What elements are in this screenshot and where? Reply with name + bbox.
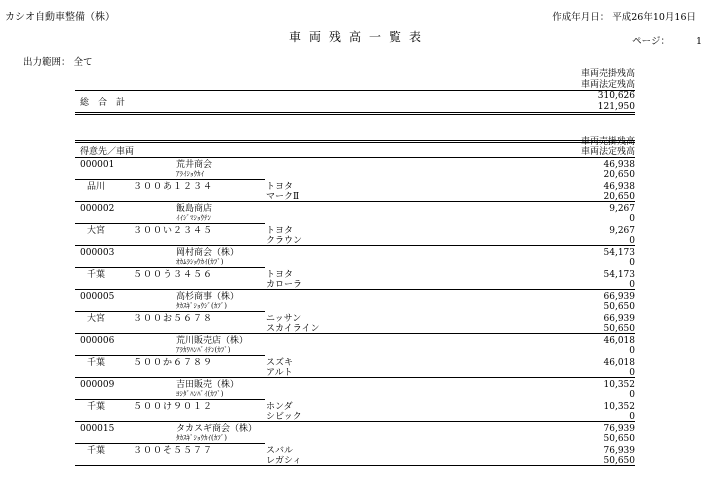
balance-receivable: 66,939 — [603, 314, 635, 324]
vehicle-row — [75, 356, 635, 378]
balance-statutory: 0 — [629, 258, 635, 268]
vehicle-plate: ５００け９０１２ — [133, 402, 214, 412]
balance-receivable: 76,939 — [603, 446, 635, 456]
summary-col-header-2: 車両法定残高 — [580, 80, 635, 90]
vehicle-maker: トヨタ — [266, 270, 294, 280]
created-value: 平成26年10月16日 — [612, 12, 696, 23]
balance-statutory: 50,650 — [603, 324, 635, 334]
customer-kana: ｲｲｼﾞﾏｼｮｳﾃﾝ — [176, 214, 211, 222]
customer-name: 飯島商店 — [176, 204, 213, 214]
balance-receivable: 76,939 — [603, 424, 635, 434]
vehicle-model: スカイライン — [266, 324, 320, 334]
summary-total-label: 総 合 計 — [80, 98, 126, 108]
vehicle-row — [75, 400, 635, 422]
customer-row — [75, 202, 635, 224]
vehicle-maker: スズキ — [266, 358, 294, 368]
balance-receivable: 10,352 — [603, 402, 635, 412]
customer-kana: ｱﾗｲｼｮｳｶｲ — [176, 170, 204, 178]
customer-kana: ﾀｶｽｷﾞｼｮｳｶｲ(ｶﾌﾞ) — [176, 434, 227, 442]
customer-kana: ﾖｼﾀﾞﾊﾝﾊﾞｲ(ｶﾌﾞ) — [176, 390, 224, 398]
vehicle-model: アルト — [266, 368, 293, 378]
page-number-value: 1 — [695, 36, 702, 47]
vehicle-model: カローラ — [266, 280, 303, 290]
customer-code: 000015 — [80, 424, 115, 434]
vehicle-row — [75, 312, 635, 334]
vehicle-maker: ホンダ — [266, 402, 293, 412]
listing-col-header-2: 車両法定残高 — [580, 147, 635, 157]
listing-header-label: 得意先／車両 — [80, 147, 135, 157]
vehicle-region: 大宮 — [87, 226, 106, 236]
company-name: カシオ自動車整備（株） — [5, 12, 115, 23]
customer-row — [75, 422, 635, 444]
customer-code: 000006 — [80, 336, 115, 346]
created-label: 作成年月日： — [552, 12, 610, 23]
vehicle-row — [75, 180, 635, 202]
customer-row — [75, 378, 635, 400]
customer-name: 岡村商会（株） — [176, 248, 240, 258]
customer-code: 000009 — [80, 380, 115, 390]
balance-statutory: 0 — [629, 280, 635, 290]
customer-name: 吉田販売（株） — [176, 380, 240, 390]
balance-statutory: 0 — [629, 390, 635, 400]
created-date — [552, 13, 696, 23]
vehicle-region: 千葉 — [87, 270, 106, 280]
summary-col-header-1: 車両売掛残高 — [580, 69, 635, 79]
vehicle-row — [75, 224, 635, 246]
balance-statutory: 0 — [629, 236, 635, 246]
vehicle-maker: トヨタ — [266, 182, 294, 192]
balance-statutory: 0 — [629, 214, 635, 224]
customer-code: 000002 — [80, 204, 115, 214]
vehicle-plate: ５００か６７８９ — [133, 358, 214, 368]
customer-name: 荒川販売店（株） — [176, 336, 249, 346]
range-label: 出力範囲： — [23, 57, 71, 68]
vehicle-plate: ３００そ５５７７ — [133, 446, 214, 456]
output-range — [23, 58, 93, 68]
page-number — [632, 37, 702, 47]
customer-name: 荒井商会 — [176, 160, 213, 170]
customer-row — [75, 334, 635, 356]
vehicle-model: シビック — [266, 412, 302, 422]
balance-statutory: 20,650 — [603, 192, 635, 202]
balance-receivable: 46,018 — [603, 336, 635, 346]
balance-statutory: 0 — [629, 368, 635, 378]
vehicle-maker: トヨタ — [266, 226, 294, 236]
customer-code: 000003 — [80, 248, 115, 258]
balance-receivable: 54,173 — [603, 270, 635, 280]
summary-header-rule — [75, 90, 635, 91]
vehicle-plate: ５００う３４５６ — [133, 270, 214, 280]
balance-receivable: 9,267 — [609, 226, 635, 236]
vehicle-region: 千葉 — [87, 402, 106, 412]
vehicle-model: レガシィ — [266, 456, 302, 466]
balance-statutory: 50,650 — [603, 302, 635, 312]
vehicle-maker: スバル — [266, 446, 294, 456]
balance-receivable: 46,938 — [603, 160, 635, 170]
customer-row — [75, 246, 635, 268]
customer-row — [75, 290, 635, 312]
customer-name: 高杉商事（株） — [176, 292, 240, 302]
balance-receivable: 66,939 — [603, 292, 635, 302]
row-separator — [75, 465, 635, 466]
customer-code: 000001 — [80, 160, 115, 170]
vehicle-plate: ３００お５６７８ — [133, 314, 214, 324]
vehicle-region: 品川 — [87, 182, 106, 192]
balance-statutory: 0 — [629, 346, 635, 356]
balance-statutory: 0 — [629, 412, 635, 422]
vehicle-row — [75, 444, 635, 466]
vehicle-plate: ３００い２３４５ — [133, 226, 214, 236]
balance-receivable: 9,267 — [609, 204, 635, 214]
vehicle-region: 千葉 — [87, 446, 106, 456]
listing-top-rule — [75, 140, 635, 143]
range-value: 全て — [73, 57, 93, 68]
balance-receivable: 46,018 — [603, 358, 635, 368]
vehicle-model: クラウン — [266, 236, 303, 246]
customer-kana: ｱﾗｶﾜﾊﾝﾊﾞｲﾃﾝ(ｶﾌﾞ) — [176, 346, 231, 354]
balance-receivable: 46,938 — [603, 182, 635, 192]
customer-name: タカスギ商会（株） — [176, 424, 258, 434]
customer-code: 000005 — [80, 292, 115, 302]
balance-receivable: 10,352 — [603, 380, 635, 390]
summary-bottom-rule — [75, 112, 635, 115]
vehicle-region: 千葉 — [87, 358, 106, 368]
page-label: ページ： — [632, 36, 670, 47]
customer-row — [75, 158, 635, 180]
customer-kana: ｵｶﾑﾗｼｮｳｶｲ(ｶﾌﾞ) — [176, 258, 224, 266]
balance-statutory: 50,650 — [603, 434, 635, 444]
vehicle-row — [75, 268, 635, 290]
summary-total-1: 310,626 — [597, 91, 635, 101]
vehicle-maker: ニッサン — [266, 314, 302, 324]
vehicle-model: マークⅡ — [266, 192, 300, 202]
balance-receivable: 54,173 — [603, 248, 635, 258]
listing-col-header-1: 車両売掛残高 — [580, 137, 635, 147]
page-title: 車両残高一覧表 — [288, 30, 429, 44]
balance-statutory: 50,650 — [603, 456, 635, 466]
balance-statutory: 20,650 — [603, 170, 635, 180]
summary-total-2: 121,950 — [597, 102, 635, 112]
vehicle-region: 大宮 — [87, 314, 106, 324]
vehicle-plate: ３００あ１２３４ — [133, 182, 214, 192]
customer-kana: ﾀｶｽｷﾞｼｮｳｼﾞ(ｶﾌﾞ) — [176, 302, 227, 310]
